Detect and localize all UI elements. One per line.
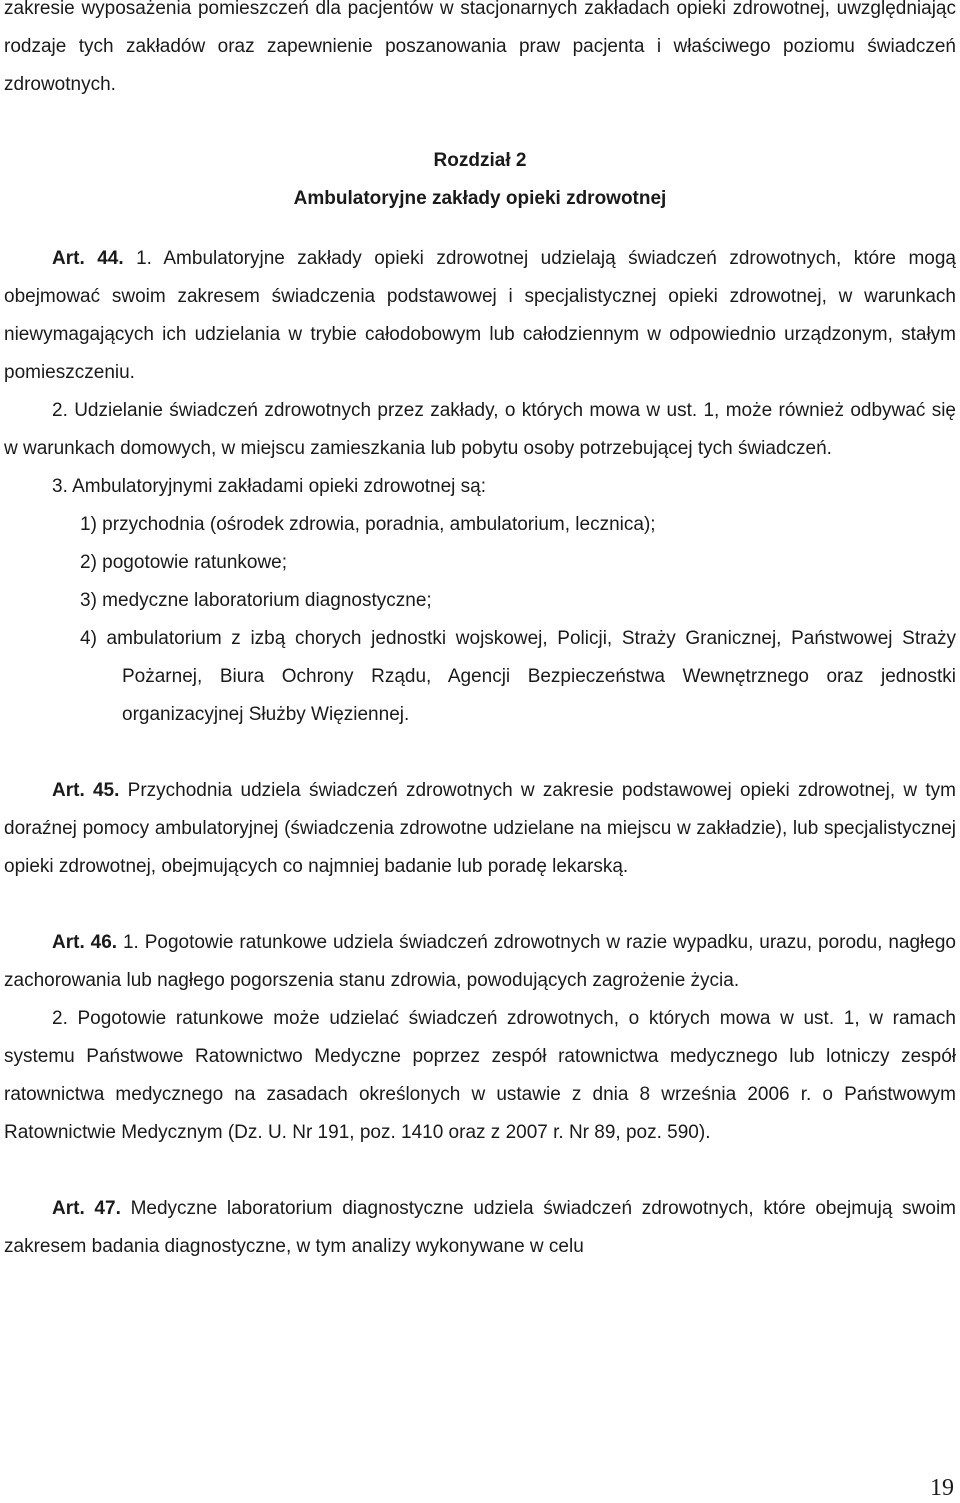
art44-label: Art. 44.	[52, 248, 124, 269]
art46-p1-text: 1. Pogotowie ratunkowe udziela świadczeń zdrowotnych w razie wypadku, urazu, porodu, nagłego zachorowania lub nagłego pogorszenia stanu zdrowia, powodujących zagrożenie życia.	[4, 932, 956, 991]
art45-label: Art. 45.	[52, 780, 120, 801]
art44-paragraph-3: 3. Ambulatoryjnymi zakładami opieki zdrowotnej są:	[52, 476, 487, 497]
art46-paragraph-1	[4, 924, 956, 1000]
art47-paragraph	[4, 1190, 956, 1266]
art47-label: Art. 47.	[52, 1198, 121, 1219]
chapter-title: Ambulatoryjne zakłady opieki zdrowotnej	[293, 188, 667, 209]
art44-paragraph-2: 2. Udzielanie świadczeń zdrowotnych przez zakłady, o których mowa w ust. 1, może również odbywać się w warunkach domowych, w miejscu zamieszkania lub pobytu osoby potrzebującej tych świadczeń.	[4, 400, 956, 459]
art45-paragraph	[4, 772, 956, 886]
chapter-heading	[4, 142, 956, 218]
art46-paragraph-2: 2. Pogotowie ratunkowe może udzielać świadczeń zdrowotnych, o których mowa w ust. 1, w ramach systemu Państwowe Ratownictwo Medyczne poprzez zespół ratownictwa medycznego lub lotniczy zespół ratownictwa medycznego na zasadach określonych w ustawie z dnia 8 września 2006 r. o Państwowym Ratownictwie Medycznym (Dz. U. Nr 191, poz. 1410 oraz z 2007 r. Nr 89, poz. 590).	[4, 1008, 956, 1143]
intro-paragraph: zakresie wyposażenia pomieszczeń dla pacjentów w stacjonarnych zakładach opieki zdrowotnej, uwzględniając rodzaje tych zakładów oraz zapewnienie poszanowania praw pacjenta i właściwego poziomu świadczeń zdrowotnych.	[4, 0, 956, 95]
art45-text: Przychodnia udziela świadczeń zdrowotnych w zakresie podstawowej opieki zdrowotnej, w tym doraźnej pomocy ambulatoryjnej (świadczenia zdrowotne udzielane na miejscu w zakładzie), lub specjalistycznej opieki zdrowotnej, obejmujących co najmniej badanie lub poradę lekarską.	[4, 780, 956, 877]
chapter-number: Rozdział 2	[433, 150, 527, 171]
art44-paragraph-1	[4, 240, 956, 392]
art44-item-2: 2) pogotowie ratunkowe;	[80, 552, 288, 573]
art47-text: Medyczne laboratorium diagnostyczne udziela świadczeń zdrowotnych, które obejmują swoim zakresem badania diagnostyczne, w tym analizy wykonywane w celu	[4, 1198, 956, 1257]
art44-item-3: 3) medyczne laboratorium diagnostyczne;	[80, 590, 432, 611]
art46-label: Art. 46.	[52, 932, 118, 953]
page-number: 19	[930, 1475, 954, 1501]
art44-item-1: 1) przychodnia (ośrodek zdrowia, poradnia, ambulatorium, lecznica);	[80, 514, 656, 535]
art44-p1-text: 1. Ambulatoryjne zakłady opieki zdrowotnej udzielają świadczeń zdrowotnych, które mogą obejmować swoim zakresem świadczenia podstawowej i specjalistycznej opieki zdrowotnej, w warunkach niewymagających ich udzielania w trybie całodobowym lub całodziennym w odpowiednio urządzonym, stałym pomieszczeniu.	[4, 248, 956, 383]
art44-item-4: 4) ambulatorium z izbą chorych jednostki wojskowej, Policji, Straży Granicznej, Państwowej Straży Pożarnej, Biura Ochrony Rządu, Agencji Bezpieczeństwa Wewnętrznego oraz jednostki organizacyjnej Służby Więziennej.	[80, 628, 956, 725]
